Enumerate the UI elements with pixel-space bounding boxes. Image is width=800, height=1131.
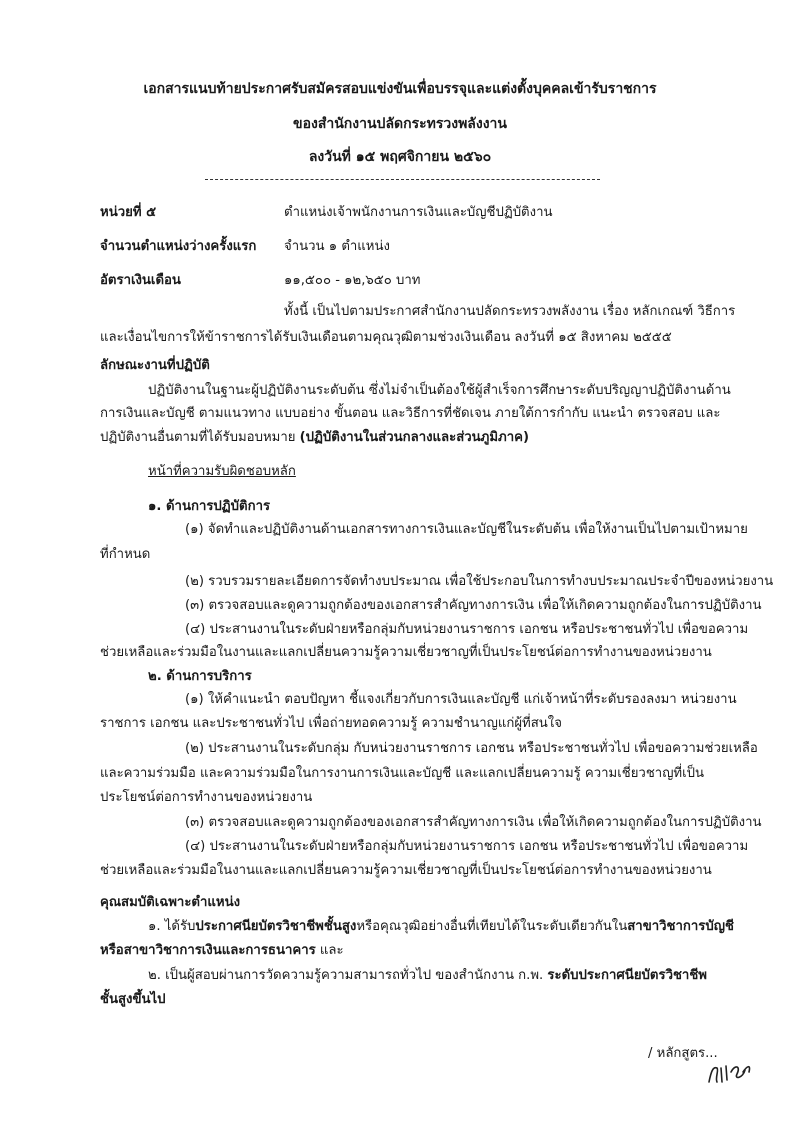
job-nature-location: (ปฏิบัติงานในส่วนกลางและส่วนภูมิภาค) — [299, 430, 530, 445]
service-item-2-cont2: ประโยชน์ต่อการทำงานของหน่วยงาน — [100, 790, 313, 805]
qualification-1-cont — [100, 942, 344, 960]
qualification-1-diploma: ประกาศนียบัตรวิชาชีพชั้นสูง — [195, 919, 357, 934]
unit-value: ตำแหน่งเจ้าพนักงานการเงินและบัญชีปฏิบัติงาน — [284, 205, 553, 220]
qualification-1-a: ๑. ได้รับ — [148, 919, 196, 934]
service-item-4-cont: ช่วยเหลือและร่วมมือในงานและแลกเปลี่ยนความรู้ความเชี่ยวชาญที่เป็นประโยชน์ต่อการทำงานของหน่วยงาน — [100, 863, 712, 878]
responsibilities-heading: หน้าที่ความรับผิดชอบหลัก — [148, 464, 296, 479]
qualification-2-a: ๒. เป็นผู้สอบผ่านการวัดความรู้ความสามารถทั่วไป ของสำนักงาน ก.พ. — [148, 968, 548, 983]
operations-item-1: (๑) จัดทำและปฏิบัติงานด้านเอกสารทางการเงินและบัญชีในระดับต้น เพื่อให้งานเป็นไปตามเป้าหมาย — [185, 522, 748, 537]
qualification-1-field: สาขาวิชาการบัญชี — [627, 919, 734, 934]
service-item-2: (๒) ประสานงานในระดับกลุ่ม กับหน่วยงานราชการ เอกชน หรือประชาชนทั่วไป เพื่อขอความช่วยเหลือ — [185, 741, 758, 756]
operations-item-1-cont: ที่กำหนด — [100, 547, 151, 562]
operations-item-4: (๔) ประสานงานในระดับฝ่ายหรือกลุ่มกับหน่วยงานราชการ เอกชน หรือประชาชนทั่วไป เพื่อขอความ — [185, 622, 749, 637]
operations-item-4-cont: ช่วยเหลือและร่วมมือในงานและแลกเปลี่ยนความรู้ความเชี่ยวชาญที่เป็นประโยชน์ต่อการทำงานของหน่วยงาน — [100, 645, 712, 660]
vacancy-value: จำนวน ๑ ตำแหน่ง — [284, 239, 390, 254]
job-nature-line1: ปฏิบัติงานในฐานะผู้ปฏิบัติงานระดับต้น ซึ่งไม่จำเป็นต้องใช้ผู้สำเร็จการศึกษาระดับปริญญาปฏิบัติงานด้าน — [148, 383, 731, 398]
operations-item-3: (๓) ตรวจสอบและดูความถูกต้องของเอกสารสำคัญทางการเงิน เพื่อให้เกิดความถูกต้องในการปฏิบัติงาน — [185, 598, 762, 613]
salary-label: อัตราเงินเดือน — [100, 273, 181, 288]
qualification-1 — [148, 918, 734, 936]
salary-note-line1: ทั้งนี้ เป็นไปตามประกาศสำนักงานปลัดกระทรวงพลังงาน เรื่อง หลักเกณฑ์ วิธีการ — [284, 304, 736, 319]
qualification-1-alt-field: หรือสาขาวิชาการเงินและการธนาคาร — [100, 943, 316, 958]
section-service-title: ๒. ด้านการบริการ — [148, 669, 252, 684]
service-item-3: (๓) ตรวจสอบและดูความถูกต้องของเอกสารสำคัญทางการเงิน เพื่อให้เกิดความถูกต้องในการปฏิบัติงาน — [185, 815, 762, 830]
qualifications-heading: คุณสมบัติเฉพาะตำแหน่ง — [100, 895, 241, 910]
salary-value: ๑๑,๕๐๐ - ๑๒,๖๕๐ บาท — [284, 273, 421, 288]
unit-label: หน่วยที่ ๕ — [100, 205, 157, 220]
job-nature-heading: ลักษณะงานที่ปฏิบัติ — [100, 358, 210, 373]
operations-item-2: (๒) รวบรวมรายละเอียดการจัดทำงบประมาณ เพื่อใช้ประกอบในการทำงบประมาณประจำปีของหน่วยงาน — [185, 574, 774, 589]
qualification-2-level: ระดับประกาศนียบัตรวิชาชีพ — [547, 968, 707, 983]
signature-initials-icon — [705, 1058, 755, 1086]
qualification-1-c: หรือคุณวุฒิอย่างอื่นที่เทียบได้ในระดับเดียวกันใน — [356, 919, 628, 934]
document-title-line1: เอกสารแนบท้ายประกาศรับสมัครสอบแข่งขันเพื่อบรรจุและแต่งตั้งบุคคลเข้ารับราชการ — [143, 81, 657, 97]
service-item-2-cont1: และความร่วมมือ และความร่วมมือในการงานการเงินและบัญชี และแลกเปลี่ยนความรู้ ความเชี่ยวชาญที่เป็น — [100, 766, 705, 781]
service-item-4: (๔) ประสานงานในระดับฝ่ายหรือกลุ่มกับหน่วยงานราชการ เอกชน หรือประชาชนทั่วไป เพื่อขอความ — [185, 839, 749, 854]
service-item-1: (๑) ให้คำแนะนำ ตอบปัญหา ชี้แจงเกี่ยวกับการเงินและบัญชี แก่เจ้าหน้าที่ระดับรองลงมา หน่วยงาน — [185, 692, 737, 707]
job-nature-line3 — [100, 429, 529, 447]
vacancy-label: จำนวนตำแหน่งว่างครั้งแรก — [100, 239, 257, 254]
qualification-2 — [148, 967, 707, 985]
job-nature-line3-text: ปฏิบัติงานอื่นตามที่ได้รับมอบหมาย — [100, 430, 300, 445]
continued-marker: / หลักสูตร... — [648, 1046, 718, 1061]
service-item-1-cont: ราชการ เอกชน และประชาชนทั่วไป เพื่อถ่ายทอดความรู้ ความชำนาญแก่ผู้ที่สนใจ — [100, 716, 562, 731]
salary-note-line2: และเงื่อนไขการให้ข้าราชการได้รับเงินเดือนตามคุณวุฒิตามช่วงเงินเดือน ลงวันที่ ๑๕ สิงหาคม ๒๕๕๕ — [100, 330, 672, 345]
qualification-2-cont: ชั้นสูงขึ้นไป — [100, 992, 166, 1007]
job-nature-line2: การเงินและบัญชี ตามแนวทาง แบบอย่าง ขั้นตอน และวิธีการที่ชัดเจน ภายใต้การกำกับ แนะนำ ตรวจสอบ และ — [100, 406, 721, 421]
document-date: ลงวันที่ ๑๕ พฤศจิกายน ๒๕๖๐ — [308, 149, 492, 165]
header-divider — [205, 179, 600, 180]
qualification-1-and: และ — [315, 943, 344, 958]
section-operations-title: ๑. ด้านการปฏิบัติการ — [148, 499, 271, 514]
document-title-line2: ของสำนักงานปลัดกระทรวงพลังงาน — [293, 116, 507, 132]
